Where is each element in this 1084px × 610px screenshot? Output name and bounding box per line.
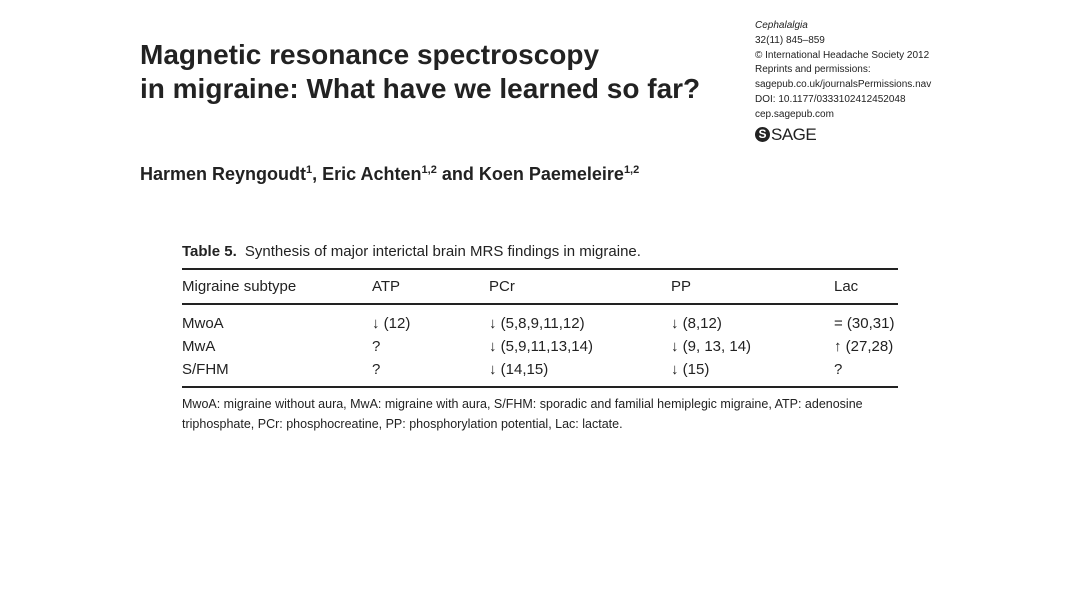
sage-s-icon: S [755,127,770,142]
table-header-row [182,269,898,304]
author-separator: , [312,164,323,184]
title-line-1: Magnetic resonance spectroscopy [140,39,600,70]
table-cell: ↑ (27,28) [834,338,894,355]
table-cell: ↓ (5,8,9,11,12) [489,315,585,332]
table-cell: ? [372,338,381,355]
author-name: Eric Achten [322,164,422,184]
table-row [182,304,898,335]
header-pcr: PCr [489,278,515,295]
table-cell: ↓ (5,9,11,13,14) [489,338,593,355]
table-caption [182,242,898,262]
table-cell: ↓ (12) [372,315,411,332]
copyright: © International Headache Society 2012 [755,49,930,61]
journal-name: Cephalalgia [755,20,808,31]
table-label: Table 5. [182,243,237,260]
reprints-label: Reprints and permissions: [755,64,871,76]
table-caption-text: Synthesis of major interictal brain MRS findings in migraine. [244,243,641,260]
table-cell: ↓ (15) [671,361,710,378]
table-cell: ↓ (14,15) [489,361,549,378]
permissions-link[interactable]: sagepub.co.uk/journalsPermissions.nav [755,79,932,91]
publisher-logo [755,125,1055,145]
journal-meta [755,19,1055,145]
title-line-2: in migraine: What have we learned so far? [140,73,701,104]
author-affiliation: 1 [306,164,313,176]
header-lac: Lac [834,278,859,295]
table-cell: ? [834,361,843,378]
table-cell: = (30,31) [834,315,895,332]
table-cell: ↓ (8,12) [671,315,722,332]
journal-site-link[interactable]: cep.sagepub.com [755,108,834,120]
table-cell: MwA [182,338,216,355]
author-name: Harmen Reyngoudt [140,164,307,184]
volume-info: 32(11) 845–859 [755,34,825,46]
author-separator: and [436,164,479,184]
paper-title [140,38,740,106]
author-name: Koen Paemeleire [478,164,624,184]
table-cell: MwoA [182,315,224,332]
table-row [182,358,898,387]
table-5 [182,242,898,434]
table-cell: ↓ (9, 13, 14) [671,338,752,355]
findings-table [182,268,898,388]
author-affiliation: 1,2 [623,164,640,176]
header-subtype: Migraine subtype [182,278,297,295]
doi: DOI: 10.1177/0333102412452048 [755,93,906,105]
table-cell: S/FHM [182,361,229,378]
table-row [182,335,898,358]
publisher-name: SAGE [771,124,817,144]
table-footnote: MwoA: migraine without aura, MwA: migraine with aura, S/FHM: sporadic and familial hemiplegic migraine, ATP: adenosine triphosphate, PCr: phosphocreatine, PP: phosphorylation potential, Lac: lactate. [182,397,863,431]
table-cell: ? [372,361,381,378]
header-pp: PP [671,278,692,295]
author-affiliation: 1,2 [421,164,437,176]
author-list [140,157,840,187]
header-atp: ATP [372,278,401,295]
